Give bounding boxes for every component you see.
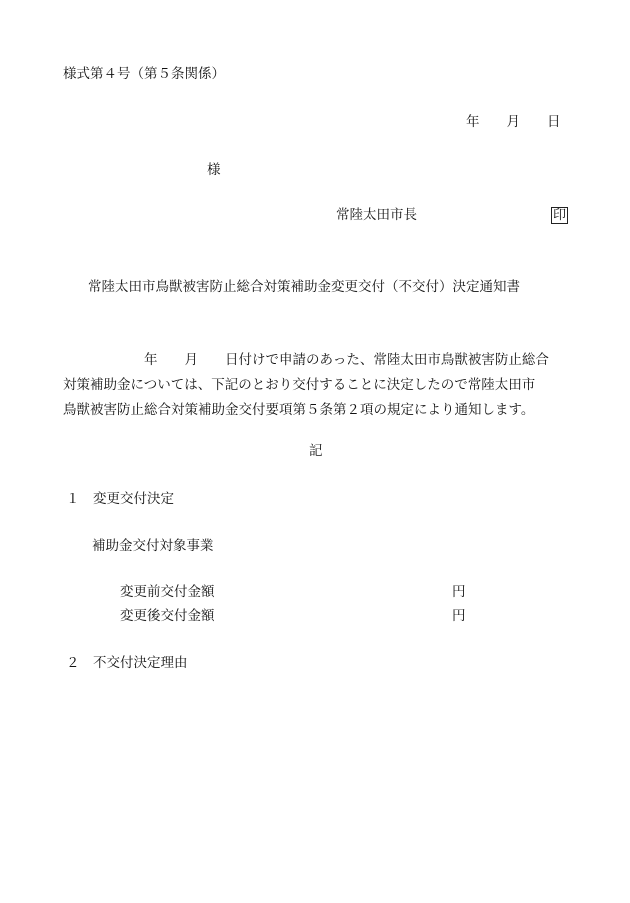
body-line: 鳥獣被害防止総合対策補助金交付要項第５条第２項の規定により通知します。 xyxy=(63,402,535,418)
body-paragraph xyxy=(63,348,563,423)
issuer-name: 常陸太田市長 xyxy=(336,207,417,223)
amount-before-label: 変更前交付金額 xyxy=(120,584,215,600)
document-title: 常陸太田市鳥獣被害防止総合対策補助金変更交付（不交付）決定通知書 xyxy=(88,279,520,295)
amount-before-unit: 円 xyxy=(452,584,466,600)
section2-heading: ２ 不交付決定理由 xyxy=(66,655,188,671)
section1-heading: １ 変更交付決定 xyxy=(66,491,174,507)
amount-after-label: 変更後交付金額 xyxy=(120,608,215,624)
form-number: 様式第４号（第５条関係） xyxy=(63,66,225,82)
section1-subheading: 補助金交付対象事業 xyxy=(92,538,214,554)
body-line: 年 月 日付けで申請のあった、常陸太田市鳥獣被害防止総合 xyxy=(63,352,549,368)
body-line: 対策補助金については、下記のとおり交付することに決定したので常陸太田市 xyxy=(63,377,536,393)
seal-mark: 印 xyxy=(553,208,567,223)
addressee-suffix: 様 xyxy=(207,162,221,178)
ki-heading: 記 xyxy=(309,443,323,459)
date-line: 年 月 日 xyxy=(466,114,561,130)
amount-after-unit: 円 xyxy=(452,608,466,624)
